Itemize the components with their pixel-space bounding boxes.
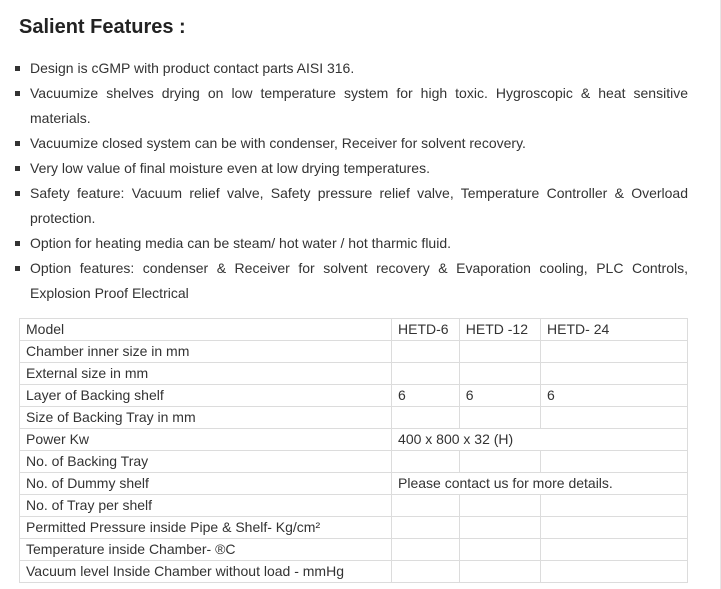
row-label-cell: External size in mm bbox=[20, 363, 392, 385]
feature-item bbox=[14, 231, 688, 256]
square-bullet-icon bbox=[15, 191, 20, 196]
row-label-cell: Size of Backing Tray in mm bbox=[20, 407, 392, 429]
feature-item bbox=[14, 131, 688, 156]
table-row bbox=[20, 517, 688, 539]
model-header-cell: HETD -12 bbox=[459, 319, 540, 341]
table-row bbox=[20, 561, 688, 583]
table-row bbox=[20, 341, 688, 363]
value-cell bbox=[392, 495, 460, 517]
square-bullet-icon bbox=[15, 266, 20, 271]
specification-table bbox=[19, 318, 688, 583]
feature-item bbox=[14, 56, 688, 81]
feature-item bbox=[14, 156, 688, 181]
model-header-cell: HETD-6 bbox=[392, 319, 460, 341]
row-label-cell: Power Kw bbox=[20, 429, 392, 451]
merged-value-cell: Please contact us for more details. bbox=[392, 473, 688, 495]
table-header-row bbox=[20, 319, 688, 341]
feature-text: Vacuumize closed system can be with condenser, Receiver for solvent recovery. bbox=[30, 135, 526, 151]
table-row bbox=[20, 539, 688, 561]
value-cell bbox=[541, 407, 688, 429]
value-cell bbox=[459, 539, 540, 561]
row-label-cell: No. of Tray per shelf bbox=[20, 495, 392, 517]
value-cell bbox=[541, 451, 688, 473]
value-cell bbox=[392, 407, 460, 429]
feature-item bbox=[14, 81, 688, 131]
value-cell bbox=[392, 451, 460, 473]
value-cell bbox=[541, 539, 688, 561]
value-cell bbox=[541, 561, 688, 583]
value-cell bbox=[541, 341, 688, 363]
model-header-cell: HETD- 24 bbox=[541, 319, 688, 341]
value-cell bbox=[392, 363, 460, 385]
value-cell bbox=[459, 407, 540, 429]
value-cell bbox=[392, 561, 460, 583]
row-label-cell: Layer of Backing shelf bbox=[20, 385, 392, 407]
value-cell: 6 bbox=[459, 385, 540, 407]
feature-text: Design is cGMP with product contact parts AISI 316. bbox=[30, 60, 355, 76]
value-cell bbox=[459, 561, 540, 583]
value-cell bbox=[541, 363, 688, 385]
square-bullet-icon bbox=[15, 241, 20, 246]
value-cell bbox=[392, 341, 460, 363]
table-row bbox=[20, 495, 688, 517]
table-row bbox=[20, 451, 688, 473]
feature-text: Safety feature: Vacuum relief valve, Safety pressure relief valve, Temperature Controller & Overload protection. bbox=[30, 185, 688, 226]
square-bullet-icon bbox=[15, 141, 20, 146]
square-bullet-icon bbox=[15, 91, 20, 96]
row-label-cell: Vacuum level Inside Chamber without load - mmHg bbox=[20, 561, 392, 583]
row-label-cell: No. of Backing Tray bbox=[20, 451, 392, 473]
feature-item bbox=[14, 256, 688, 306]
value-cell bbox=[459, 451, 540, 473]
table-row bbox=[20, 363, 688, 385]
feature-text: Vacuumize shelves drying on low temperature system for high toxic. Hygroscopic & heat sensitive materials. bbox=[30, 85, 688, 126]
specification-table-body bbox=[20, 319, 688, 583]
value-cell bbox=[392, 517, 460, 539]
value-cell bbox=[459, 517, 540, 539]
value-cell bbox=[459, 341, 540, 363]
row-label-cell: Chamber inner size in mm bbox=[20, 341, 392, 363]
feature-text: Very low value of final moisture even at low drying temperatures. bbox=[30, 160, 430, 176]
square-bullet-icon bbox=[15, 166, 20, 171]
value-cell bbox=[541, 517, 688, 539]
square-bullet-icon bbox=[15, 66, 20, 71]
value-cell bbox=[459, 363, 540, 385]
value-cell: 6 bbox=[541, 385, 688, 407]
table-row bbox=[20, 407, 688, 429]
merged-value-cell: 400 x 800 x 32 (H) bbox=[392, 429, 688, 451]
value-cell: 6 bbox=[392, 385, 460, 407]
row-label-cell: Permitted Pressure inside Pipe & Shelf- Kg/cm² bbox=[20, 517, 392, 539]
row-label-cell: Temperature inside Chamber- ®C bbox=[20, 539, 392, 561]
feature-text: Option for heating media can be steam/ hot water / hot tharmic fluid. bbox=[30, 235, 451, 251]
value-cell bbox=[541, 495, 688, 517]
feature-text: Option features: condenser & Receiver for solvent recovery & Evaporation cooling, PLC Controls, Explosion Proof Electrical bbox=[30, 260, 688, 301]
table-row bbox=[20, 473, 688, 495]
feature-item bbox=[14, 181, 688, 231]
section-heading: Salient Features : bbox=[19, 16, 186, 38]
value-cell bbox=[392, 539, 460, 561]
value-cell bbox=[459, 495, 540, 517]
table-row bbox=[20, 429, 688, 451]
table-row bbox=[20, 385, 688, 407]
features-list bbox=[14, 56, 688, 306]
header-label-cell: Model bbox=[20, 319, 392, 341]
row-label-cell: No. of Dummy shelf bbox=[20, 473, 392, 495]
